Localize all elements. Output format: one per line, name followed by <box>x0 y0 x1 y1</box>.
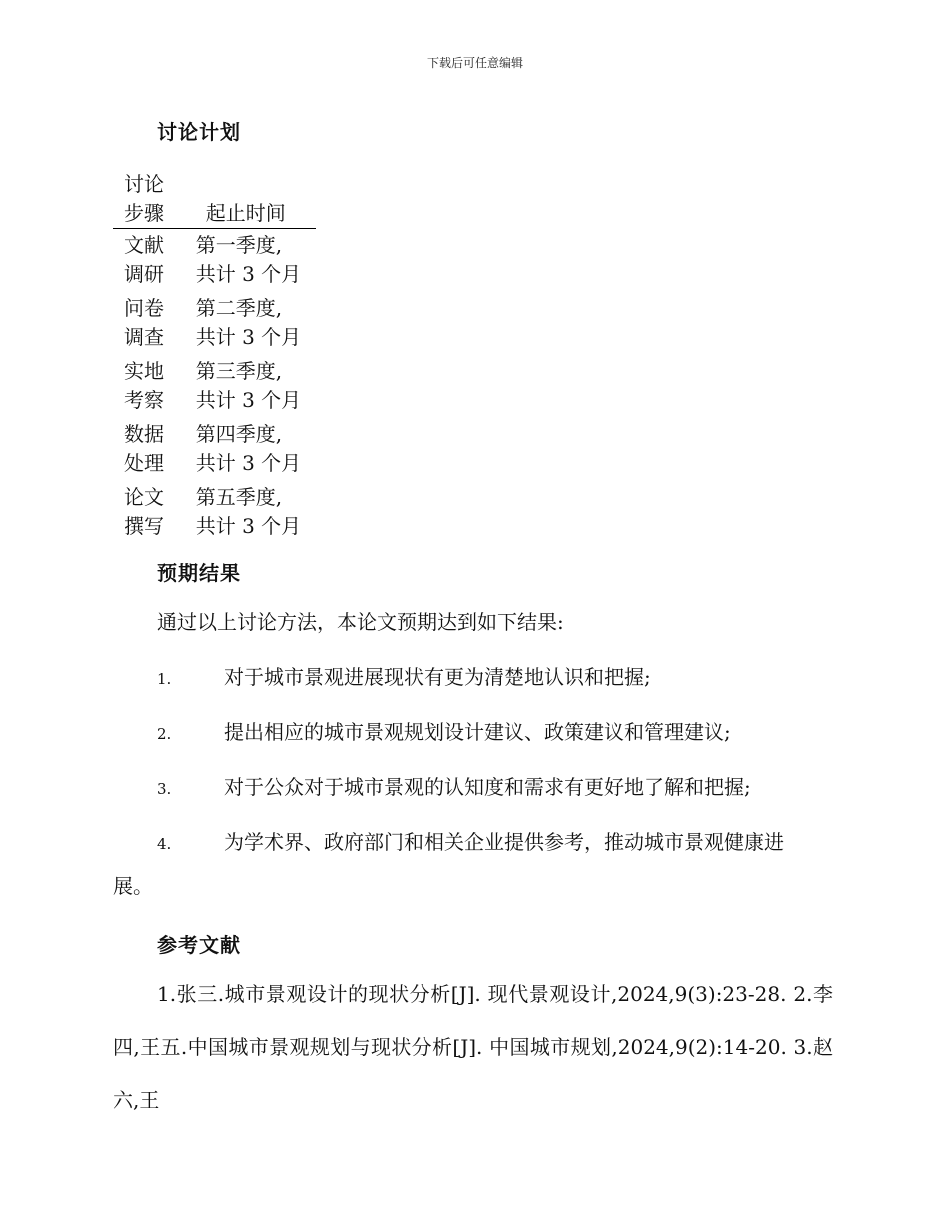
references-section-title: 参考文献 <box>157 933 241 957</box>
list-item <box>157 667 837 689</box>
table-row <box>113 355 316 418</box>
step-cell: 实地 考察 <box>124 359 164 412</box>
step-column-header <box>113 170 170 229</box>
list-item-text: 对于城市景观进展现状有更为清楚地认识和把握; <box>224 665 651 689</box>
time-cell: 第三季度, 共计 3 个月 <box>195 359 302 412</box>
list-item-text: 对于公众对于城市景观的认知度和需求有更好地了解和把握; <box>224 775 751 799</box>
list-item-text: 提出相应的城市景观规划设计建议、政策建议和管理建议; <box>224 720 731 744</box>
results-section-title: 预期结果 <box>157 561 241 585</box>
step-cell: 数据 处理 <box>124 422 164 475</box>
list-item-number: 2. <box>157 725 172 743</box>
list-item-number: 3. <box>157 780 172 798</box>
time-cell: 第一季度, 共计 3 个月 <box>195 233 302 286</box>
time-column-header: 起止时间 <box>205 201 286 225</box>
list-item-number: 1. <box>157 670 172 688</box>
list-item-number: 4. <box>157 835 172 853</box>
table-row <box>113 418 316 481</box>
time-cell: 第五季度, 共计 3 个月 <box>195 485 302 538</box>
page-header-note: 下载后可任意编辑 <box>426 56 523 70</box>
plan-table-header-row <box>113 170 316 229</box>
plan-section-title: 讨论计划 <box>157 120 241 144</box>
step-cell: 论文 撰写 <box>124 485 164 538</box>
references-text: 1.张三.城市景观设计的现状分析[J]. 现代景观设计,2024,9(3):23-28. 2.李四,王五.中国城市景观规划与现状分析[J]. 中国城市规划,2024,9(2):14-20. 3.赵六,王 <box>113 982 833 1112</box>
time-cell: 第二季度, 共计 3 个月 <box>195 296 302 349</box>
table-row <box>113 229 316 293</box>
plan-table <box>113 170 316 544</box>
table-row <box>113 481 316 544</box>
time-cell: 第四季度, 共计 3 个月 <box>195 422 302 475</box>
list-item-continuation: 展。 <box>113 874 153 898</box>
list-item-text: 为学术界、政府部门和相关企业提供参考，推动城市景观健康进 <box>224 830 784 854</box>
step-cell: 文献 调研 <box>124 233 164 286</box>
list-item <box>157 777 837 799</box>
list-item <box>157 832 837 854</box>
results-intro: 通过以上讨论方法，本论文预期达到如下结果: <box>157 610 564 634</box>
step-cell: 问卷 调查 <box>124 296 164 349</box>
table-row <box>113 292 316 355</box>
step-header-line2: 步骤 <box>124 201 164 225</box>
step-header-line1: 讨论 <box>124 172 164 196</box>
list-item <box>157 722 837 744</box>
